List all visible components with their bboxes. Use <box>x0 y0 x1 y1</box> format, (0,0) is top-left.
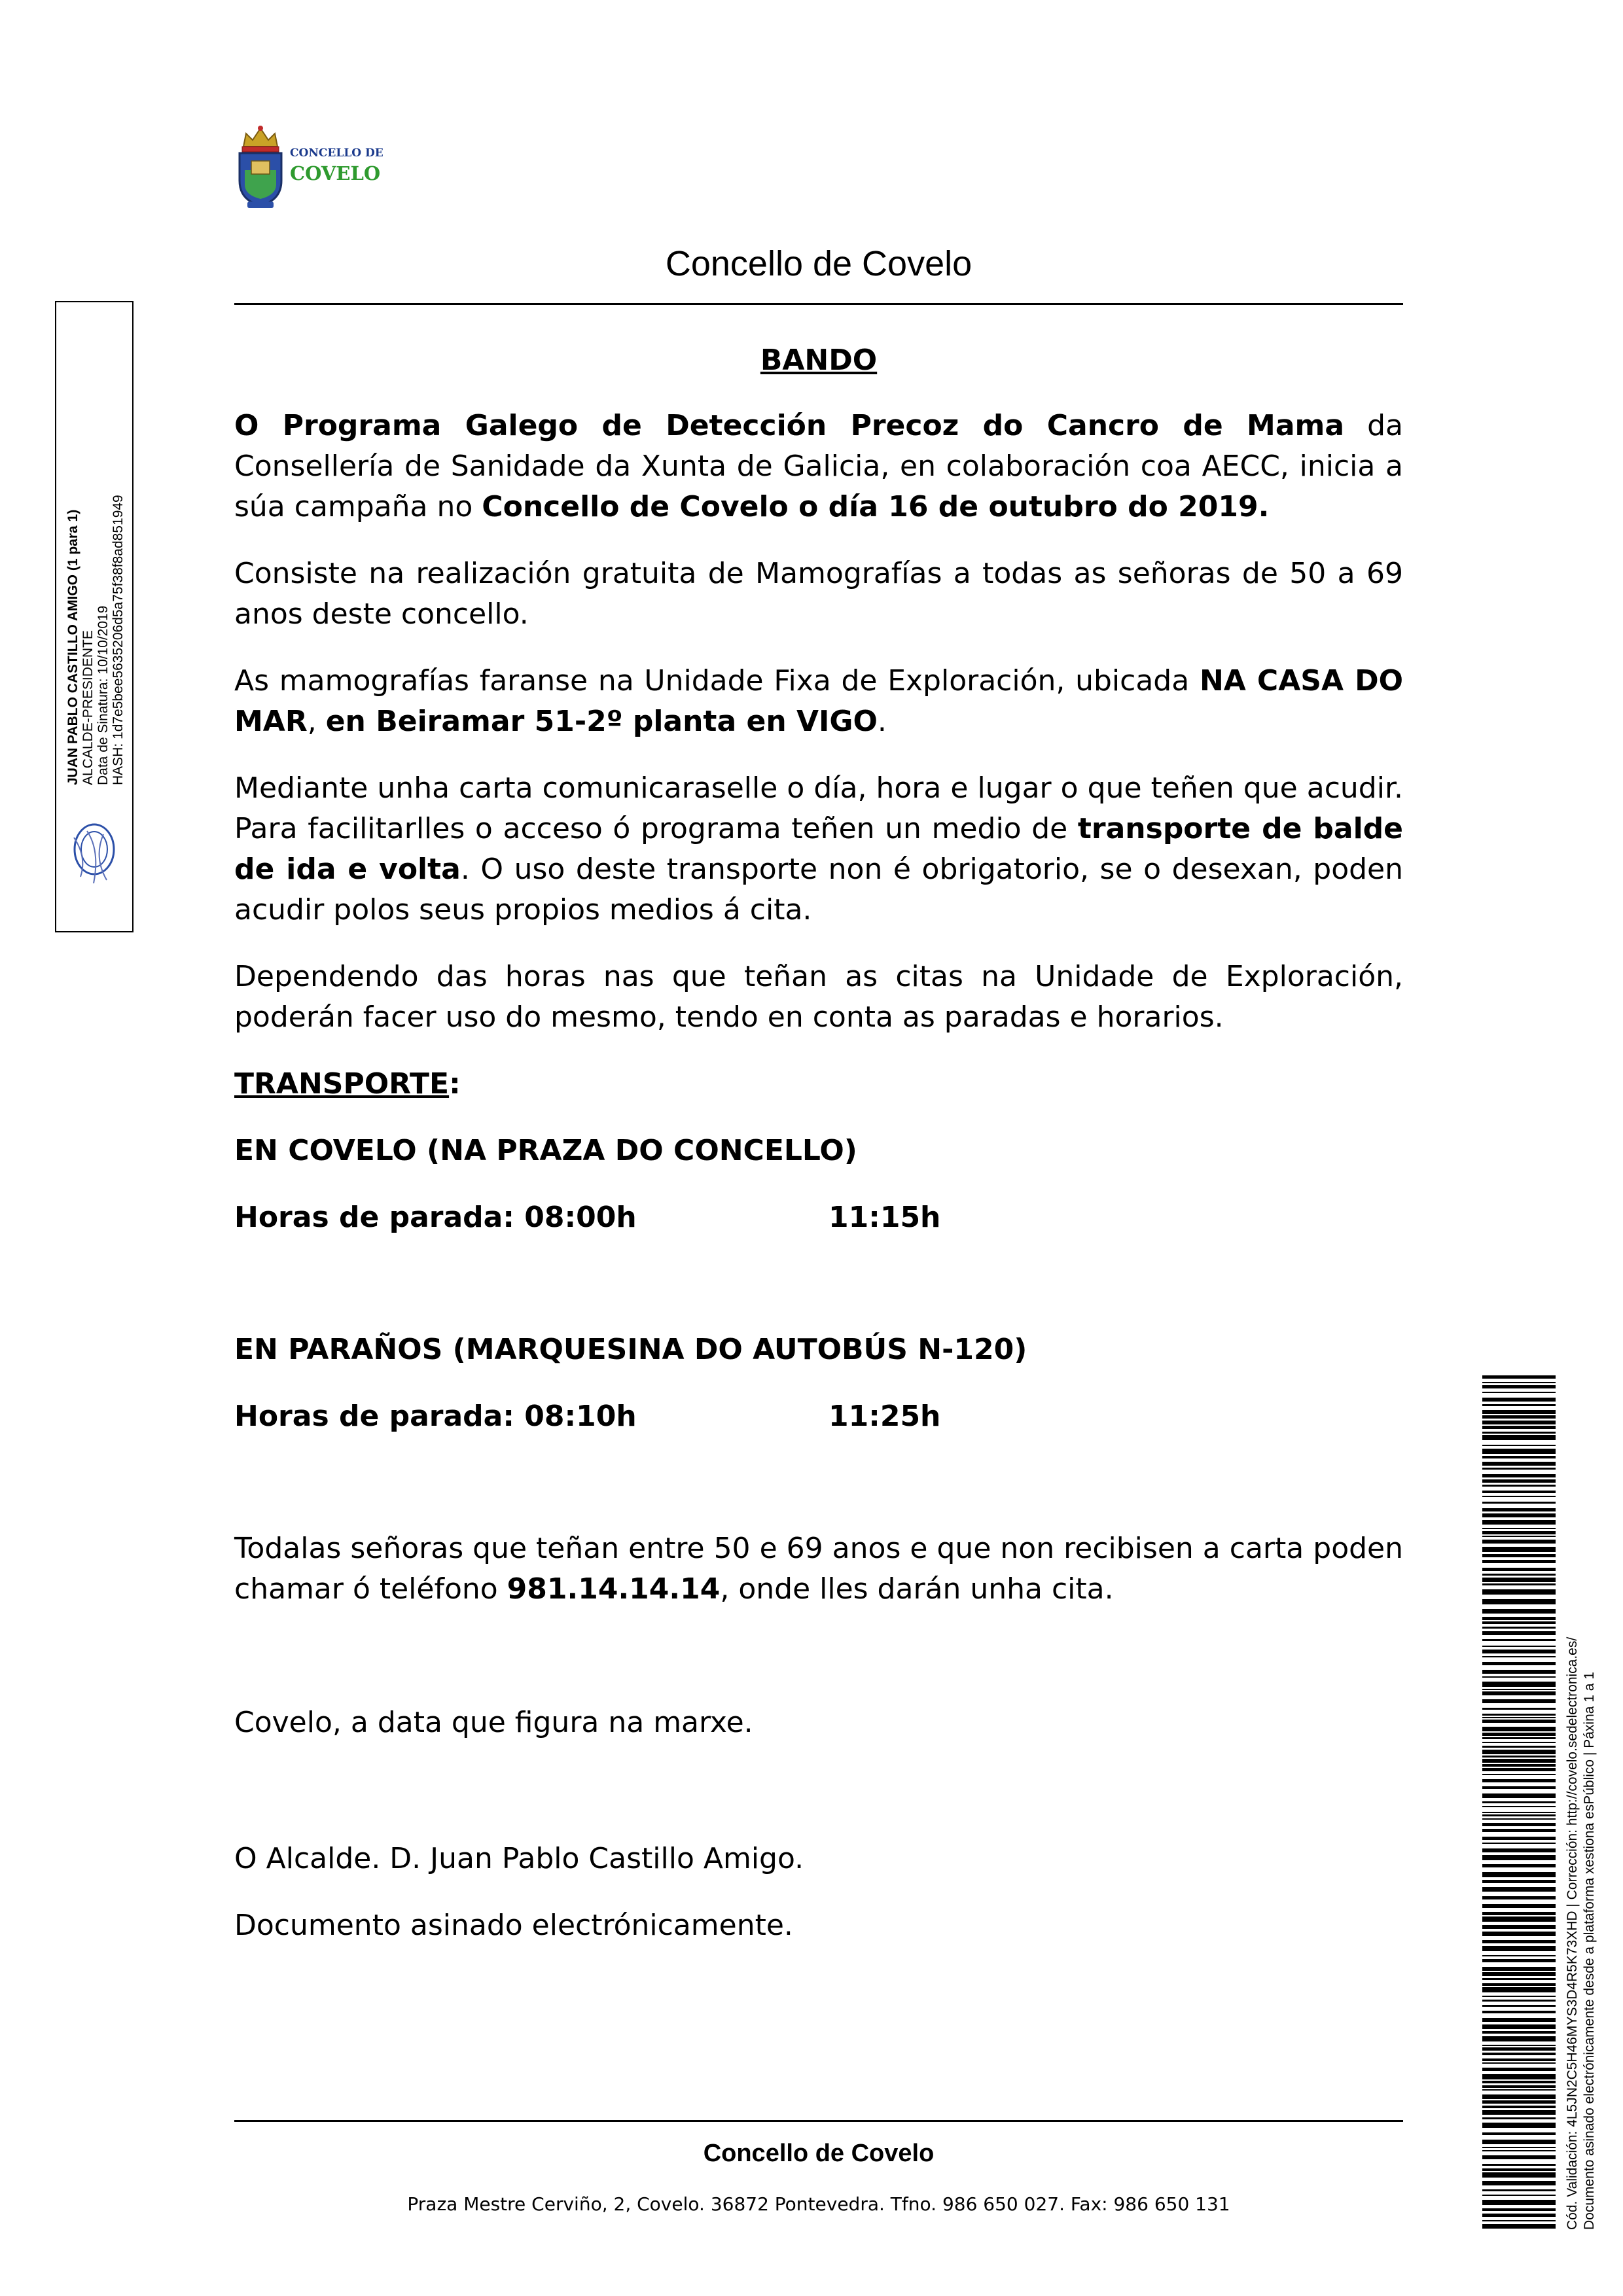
program-name: O Programa Galego de Detección Precoz do Cancro de Mama <box>234 409 1345 442</box>
paragraph-intro <box>234 406 1403 527</box>
validation-platform: Documento asinado electrónicamente desde a plataforma xestiona esPúblico | Páxina 1 a 1 <box>1582 1672 1597 2230</box>
footer-title: Concello de Covelo <box>703 2140 935 2167</box>
header-divider <box>234 303 1403 305</box>
validation-code: Cód. Validación: 4L5JN2C5H46MYS3D4R5K73XHD | Corrección: http://covelo.sedelectronica.es/ <box>1565 1636 1580 2230</box>
paragraph-phone <box>234 1528 1403 1610</box>
seal-icon <box>67 818 121 890</box>
document-heading: BANDO <box>760 344 878 377</box>
logo-line-1: CONCELLO DE <box>290 147 383 160</box>
location-name: NA CASA DO MAR <box>234 664 1403 738</box>
coat-of-arms-icon <box>234 124 287 211</box>
stop-2-hours <box>234 1396 1403 1437</box>
logo-line-2: COVELO <box>290 162 381 185</box>
signature-hash: HASH: 1d7e5bee5635206d5a75f38f8ad851949 <box>111 495 126 785</box>
paragraph-description: Consiste na realización gratuita de Mamografías a todas as señoras de 50 a 69 anos deste concello. <box>234 557 1403 631</box>
place-date: Covelo, a data que figura na marxe. <box>234 1706 753 1739</box>
signer-name: JUAN PABLO CASTILLO AMIGO (1 para 1) <box>65 509 80 785</box>
signer-line: O Alcalde. D. Juan Pablo Castillo Amigo. <box>234 1842 804 1875</box>
transport-info-text: Mediante unha carta comunicaraselle o día, hora e lugar o que teñen que acudir. Para facilitarlles o acceso ó programa teñen un medio de <box>234 771 1403 845</box>
free-transport: transporte de balde de ida e volta <box>234 812 1404 886</box>
phone-number: 981.14.14.14 <box>507 1572 721 1606</box>
stop-1-second-time: 11:15h <box>829 1201 941 1234</box>
page-title: Concello de Covelo <box>665 244 972 283</box>
signer-role: ALCALDE-PRESIDENTE <box>80 630 96 785</box>
paragraph-location <box>234 661 1403 742</box>
transport-info-end: . O uso deste transporte non é obrigatorio, se o desexan, poden acudir polos seus propios medios á cita. <box>234 853 1403 927</box>
transport-heading-colon: : <box>449 1067 461 1101</box>
paragraph-schedule-note: Dependendo das horas nas que teñan as citas na Unidade de Exploración, poderán facer uso do mesmo, tendo en conta as paradas e horarios. <box>234 960 1403 1034</box>
intro-text: da Consellería de Sanidade da Xunta de Galicia, en colaboración coa AECC, inicia a súa campaña no <box>234 409 1403 523</box>
location-address: en Beiramar 51-2º planta en VIGO <box>325 705 878 738</box>
transport-heading-label: TRANSPORTE <box>234 1067 450 1101</box>
stop-2-title: EN PARAÑOS (MARQUESINA DO AUTOBÚS N-120) <box>234 1333 1027 1366</box>
location-text: As mamografías faranse na Unidade Fixa de Exploración, ubicada <box>234 664 1200 698</box>
signature-date: Data de Sinatura: 10/10/2019 <box>96 605 111 785</box>
document-body <box>234 340 1403 1946</box>
footer-divider <box>234 2120 1403 2122</box>
phone-text: Todalas señoras que teñan entre 50 e 69 anos e que non recibisen a carta poden chamar ó teléfono <box>234 1532 1403 1606</box>
stop-1-first-time: Horas de parada: 08:00h <box>234 1201 637 1234</box>
barcode-icon <box>1482 1375 1556 2233</box>
signed-note: Documento asinado electrónicamente. <box>234 1909 793 1942</box>
stop-2-first-time: Horas de parada: 08:10h <box>234 1400 637 1433</box>
stop-1-hours <box>234 1197 1403 1238</box>
location-end: . <box>877 705 887 738</box>
stop-1-title: EN COVELO (NA PRAZA DO CONCELLO) <box>234 1134 857 1167</box>
stop-2-second-time: 11:25h <box>829 1400 941 1433</box>
transport-heading <box>234 1064 1403 1104</box>
footer-address: Praza Mestre Cerviño, 2, Covelo. 36872 Pontevedra. Tfno. 986 650 027. Fax: 986 650 131 <box>407 2193 1230 2215</box>
campaign-date: Concello de Covelo o día 16 de outubro do 2019. <box>482 490 1270 523</box>
paragraph-transport-info <box>234 768 1403 930</box>
municipal-logo <box>234 124 385 211</box>
location-sep: , <box>307 705 326 738</box>
phone-end: , onde lles darán unha cita. <box>720 1572 1114 1606</box>
